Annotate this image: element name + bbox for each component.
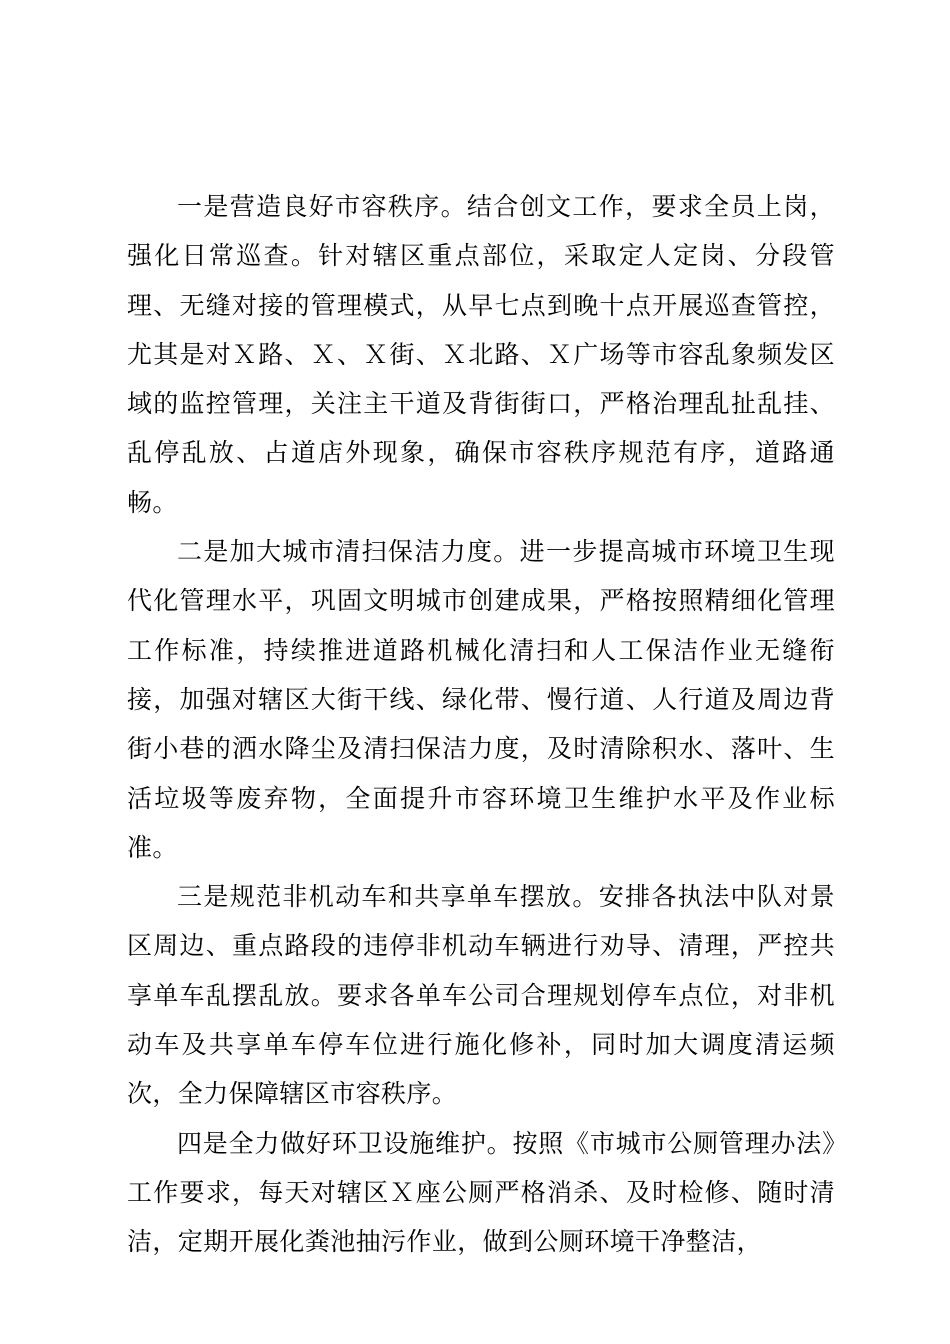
paragraph-bike-parking: 三是规范非机动车和共享单车摆放。安排各执法中队对景区周边、重点路段的违停非机动车辆进行劝导、清理，严控共享单车乱摆乱放。要求各单车公司合理规划停车点位，对非机动车及共享单车停车位进行施化修补，同时加大调度清运频次，全力保障辖区市容秩序。 — [127, 882, 835, 1109]
paragraph-city-order: 一是营造良好市容秩序。结合创文工作，要求全员上岗，强化日常巡查。针对辖区重点部位，采取定人定岗、分段管理、无缝对接的管理模式，从早七点到晚十点开展巡查管控，尤其是对Ｘ路、Ｘ、Ｘ街、Ｘ北路、Ｘ广场等市容乱象频发区域的监控管理，关注主干道及背街街口，严格治理乱扯乱挂、乱停乱放、占道店外现象，确保市容秩序规范有序，道路通畅。 — [127, 192, 835, 517]
paragraph-sanitation-facilities: 四是全力做好环卫设施维护。按照《市城市公厕管理办法》工作要求，每天对辖区Ｘ座公厕严格消杀、及时检修、随时清洁，定期开展化粪池抽污作业，做到公厕环境干净整洁， — [127, 1128, 835, 1257]
paragraph-street-cleaning: 二是加大城市清扫保洁力度。进一步提高城市环境卫生现代化管理水平，巩固文明城市创建成果，严格按照精细化管理工作标准，持续推进道路机械化清扫和人工保洁作业无缝衔接，加强对辖区大街干线、绿化带、慢行道、人行道及周边背街小巷的洒水降尘及清扫保洁力度，及时清除积水、落叶、生活垃圾等废弃物，全面提升市容环境卫生维护水平及作业标准。 — [127, 537, 835, 862]
document-page — [127, 182, 835, 1267]
